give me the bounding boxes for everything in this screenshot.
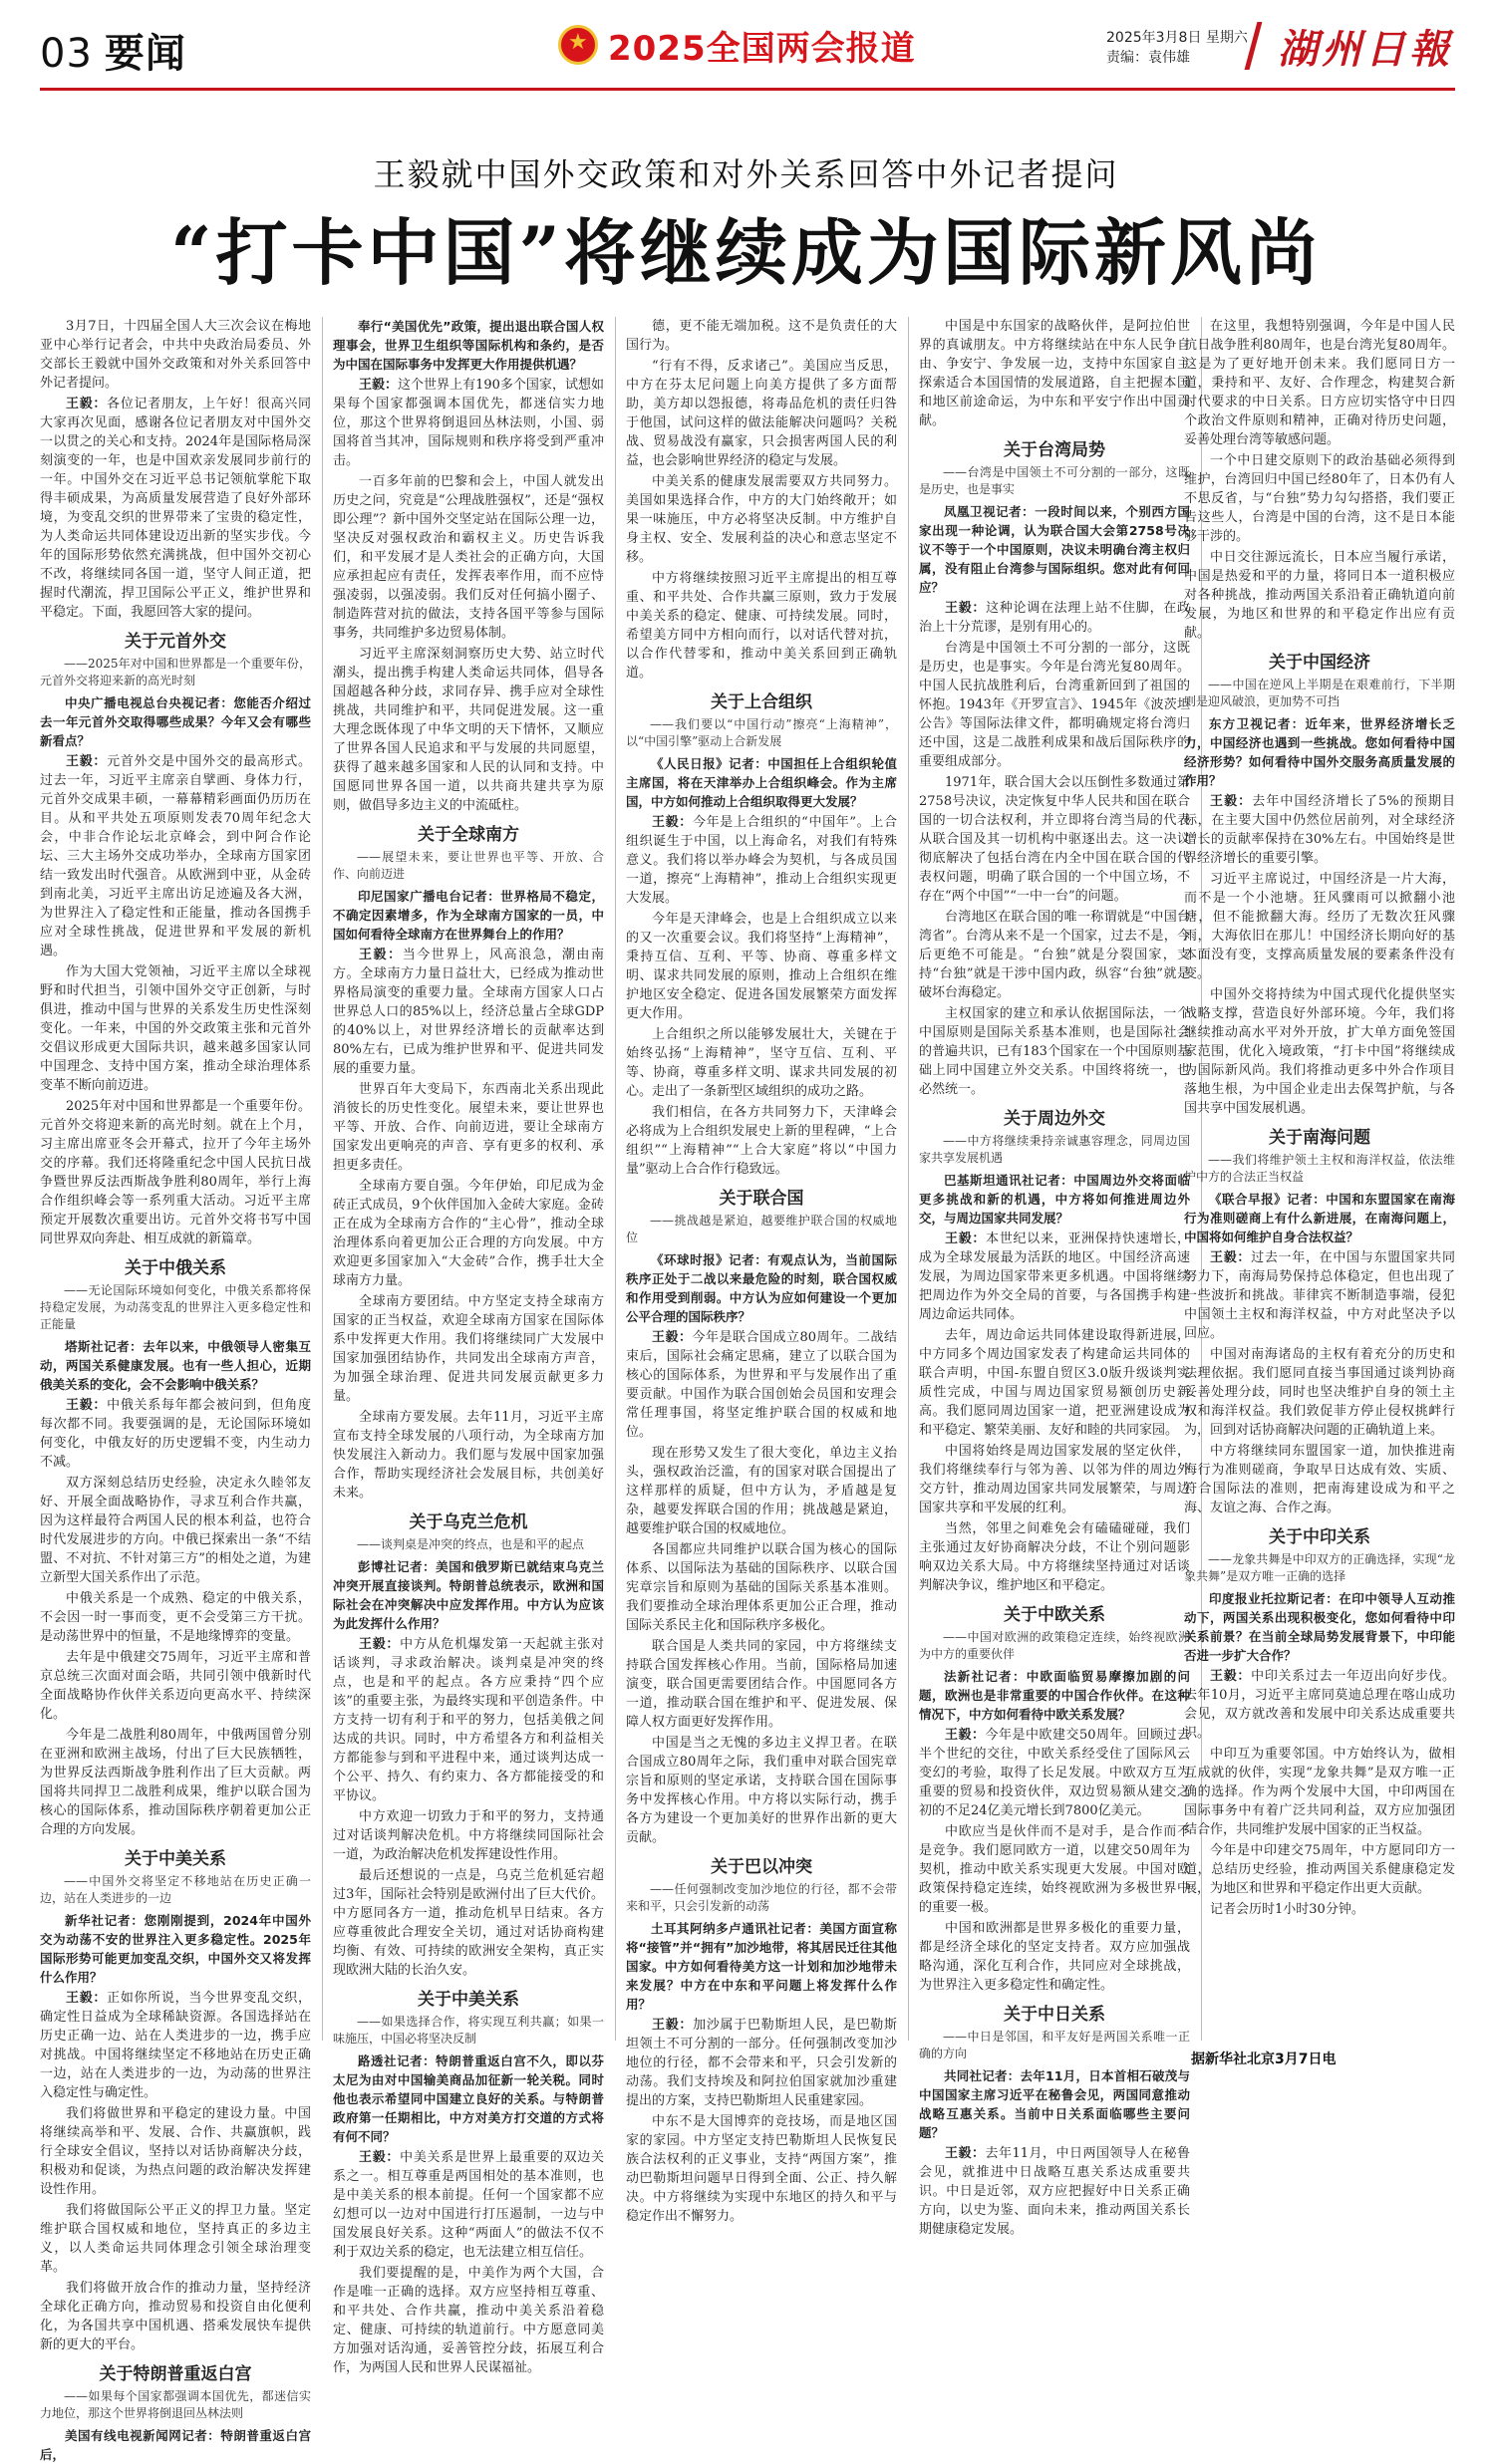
speaker-name: 王毅： [66,1991,108,2006]
section-name: 要闻 [104,31,186,77]
paragraph-text: 我们将做世界和平稳定的建设力量。中国将继续高举和平、发展、合作、共赢旗帜，践行全球安全倡议，坚持以对话协商解决分歧，积极劝和促谈，为热点问题的政治解决发挥建设性作用。 [40,2106,311,2197]
body-paragraph [1184,451,1455,546]
reporter-question: 共同社记者：去年11月，日本首相石破茂与中国国家主席习近平在秘鲁会见，两国同意推动战略互惠关系。当前中日关系面临哪些主要问题？ [919,2068,1190,2140]
body-paragraph [919,1004,1190,1099]
answer-paragraph [40,1396,311,1472]
body-paragraph [40,2279,311,2354]
section-lead: ——中日是邻国，和平友好是两国关系唯一正确的方向 [919,2030,1190,2060]
speaker-name: 王毅： [1210,1250,1252,1265]
paragraph-text: 过去一年，在中国与东盟国家共同努力下，南海局势保持总体稳定，但也出现了一些波折和挑战。菲律宾不断制造事端，侵犯中国领土主权和海洋权益，中方对此坚决予以回应。 [1184,1250,1455,1341]
page-header [0,0,1492,92]
section-lead: ——中国在逆风上半期是在艰难前行，下半期则是迎风破浪，更加势不可挡 [1184,678,1455,708]
speaker-name: 王毅： [652,815,693,830]
body-paragraph [333,1408,604,1503]
body-paragraph [333,1177,604,1290]
paragraph-text: 中国对南海诸岛的主权有着充分的历史和法理依据。我们愿同直接当事国通过谈判协商妥善处理分歧，同时也坚决维护自身的领土主权和海洋权益。我们敦促菲方停止侵权挑衅行为，回到对话协商解决问题的正确轨道上来。 [1184,1347,1455,1438]
paragraph-text: 今年是天津峰会，也是上合组织成立以来的又一次重要会议。我们将坚持“上海精神”，秉持互信、互利、平等、协商、尊重多样文明、谋求共同发展的原则，推动上合组织在维护地区安全稳定、促进各国发展繁荣方面发挥更大作用。 [626,912,897,1021]
body-paragraph [333,2264,604,2377]
section-heading: 关于全球南方 [418,825,519,845]
paragraph-text: 中国是中东国家的战略伙伴，是阿拉伯世界的真诚朋友。中方将继续站在中东人民争自由、争安宁、争发展一边，支持中东国家自主探索适合本国国情的发展道路，自主把握本国和地区前途命运，为中东和平安宁作出中国贡献。 [919,319,1190,428]
text-column-3 [626,317,897,2224]
article-subtitle: 王毅就中国外交政策和对外关系回答中外记者提问 [373,155,1119,193]
reporter-question: 《人民日报》记者：中国担任上合组织轮值主席国，将在天津举办上合组织峰会。作为主席国，中方如何推动上合组织取得更大发展？ [626,756,897,809]
paragraph-text: 元首外交是中国外交的最高形式。过去一年，习近平主席亲自擘画、身体力行，元首外交成果丰硕，一幕幕精彩画面仍历历在目。从和平共处五项原则发表70周年纪念大会，中非合作论坛北京峰会，到中阿合作论坛、三大主场外交成功举办，全球南方国家团结一致发出时代强音。从欧洲到中亚，从金砖到南北美，习近平主席出访足迹遍及各大洲，为世界注入了稳定性和正能量，推动各国携手应对全球性挑战，促进世界和平发展的新机遇。 [40,754,311,958]
paragraph-text: 这个世界上有190多个国家，试想如果每个国家都强调本国优先，都迷信实力地位，那这个世界将倒退回丛林法则，小国、弱国将首当其冲，国际规则和秩序将受到严重冲击。 [333,378,604,468]
paragraph-text: 中欧应当是伙伴而不是对手，是合作而不是竞争。我们愿同欧方一道，以建交50周年为契机，推动中欧关系实现更大发展。中国对欧政策保持稳定连续，始终视欧洲为多极世界中的重要一极。 [919,1824,1190,1915]
section-heading: 关于中欧关系 [1004,1605,1105,1625]
speaker-name: 王毅： [359,2150,401,2165]
paragraph-text: 现在形势又发生了很大变化，单边主义抬头，强权政治泛滥，有的国家对联合国提出了这样那样的质疑，但中方认为，矛盾越是复杂，越要发挥联合国的作用；挑战越是紧迫，越要维护联合国的权威地位。 [626,1446,897,1536]
paragraph-text: 全球南方要发展。去年11月，习近平主席宣布支持全球发展的八项行动，为全球南方加快发展注入新动力。我们愿与发展中国家加强合作，帮助实现经济社会发展目标，共创美好未来。 [333,1410,604,1501]
paragraph-text: 中方从危机爆发第一天起就主张对话谈判，寻求政治解决。谈判桌是冲突的终点，也是和平的起点。各方应秉持“四个应该”的重要主张，为最终实现和平创造条件。中方支持一切有利于和平的努力，包括美俄之间达成的共识。同时，中方希望各方和利益相关方都能参与到和平进程中来，通过谈判达成一个公平、持久、有约束力、各方都能接受的和平协议。 [333,1637,604,1803]
speaker-name: 王毅： [66,397,108,411]
body-paragraph [333,645,604,815]
paragraph-text: 一个中日建交原则下的政治基础必须得到维护，台湾回归中国已经80年了，日本仍有人不思反省，与“台独”势力勾勾搭搭，我们要正告这些人，台湾是中国的台湾，这不是日本能够干涉的。 [1184,453,1455,544]
paragraph-text: 世界百年大变局下，东西南北关系出现此消彼长的历史性变化。展望未来，要让世界也平等、开放、合作、向前迈进，要让全球南方国家发出更响亮的声音、享有更多的权利、承担更多责任。 [333,1082,604,1173]
paragraph-text: 1971年，联合国大会以压倒性多数通过第2758号决议，决定恢复中华人民共和国在联合国的一切合法权利，并立即将台湾当局的代表从联合国及其一切机构中驱逐出去。这一决议彻底解决了包括台湾在内全中国在联合国的代表权问题，明确了联合国的一个中国立场，不存在“两个中国”“一中一台”的问题。 [919,775,1190,904]
section-heading: 关于中俄关系 [125,1258,226,1278]
paragraph-text: 3月7日，十四届全国人大三次会议在梅地亚中心举行记者会，中共中央政治局委员、外交部长王毅就中国外交政策和对外关系回答中外记者提问。 [40,319,311,391]
body-paragraph [626,357,897,470]
page-section-label [40,22,186,79]
body-paragraph [626,569,897,683]
reporter-question: 新华社记者：您刚刚提到，2024年中国外交为动荡不安的世界注入更多稳定性。2025年国际形势可能更加变乱交织，中国外交又将发挥什么作用？ [40,1913,311,1985]
paragraph-text: 当今世界上，风高浪急，潮由南方。全球南方力量日益壮大，已经成为推动世界格局演变的重要力量。全球南方国家人口占世界总人口的85%以上，经济总量占全球GDP的40%以上，对世界经济增长的贡献率达到80%左右，已成为维护世界和平、促进共同发展的重要力量。 [333,948,604,1076]
reporter-question: 东方卫视记者：近年来，世界经济增长乏力，中国经济也遇到一些挑战。您如何看待中国经济形势？如何看待中国外交服务高质量发展的作用？ [1184,716,1455,788]
article-headline: “打卡中国”将继续成为国际新风尚 [170,210,1322,295]
paragraph-text: 中方将继续同东盟国家一道，加快推进南海行为准则磋商，争取早日达成有效、实质、符合国际法的准则，把南海建设成为和平之海、友谊之海、合作之海。 [1184,1444,1455,1515]
reporter-question: 印尼国家广播电台记者：世界格局不稳定，不确定因素增多，作为全球南方国家的一员，中国如何看待全球南方在世界舞台上的作用？ [333,889,604,942]
paragraph-text: 今年是二战胜利80周年，中俄两国曾分别在亚洲和欧洲主战场，付出了巨大民族牺牲，为世界反法西斯战争胜利作出了巨大贡献。两国将共同捍卫二战胜利成果，维护以联合国为核心的国际体系，推动国际秩序朝着更加公正合理的方向发展。 [40,1728,311,1837]
speaker-name: 王毅： [66,754,108,769]
newspaper-logo [1251,18,1460,74]
body-paragraph [1184,870,1455,983]
section-lead: ——无论国际环境如何变化，中俄关系都将保持稳定发展，为动荡变乱的世界注入更多稳定性和正能量 [40,1283,311,1331]
column-divider [322,317,323,2041]
paragraph-text: 上合组织之所以能够发展壮大，关键在于始终弘扬“上海精神”，坚守互信、互利、平等、协商，尊重多样文明、谋求共同发展的初心。走出了一条新型区域组织的成功之路。 [626,1027,897,1099]
answer-paragraph [333,946,604,1078]
body-paragraph [626,1637,897,1732]
body-paragraph [40,1097,311,1248]
body-paragraph [919,773,1190,906]
paragraph-text: 中国外交将持续为中国式现代化提供坚实战略支撑，营造良好外部环境。今年，我们将继续推动高水平对外开放，扩大单方面免签国家范围，优化入境政策，“打卡中国”将继续成为国际新风尚。我们将推动更多中外合作项目落地生根，为中国企业走出去保驾护航，与各国共享中国发展机遇。 [1184,987,1455,1116]
body-paragraph [626,1734,897,1847]
body-paragraph [626,2112,897,2226]
section-lead: ——如果每个国家都强调本国优先，都迷信实力地位，那这个世界将倒退回丛林法则 [40,2389,311,2420]
national-emblem-icon [558,25,598,65]
body-paragraph [626,1025,897,1101]
body-paragraph [1184,1841,1455,1898]
body-paragraph [919,1822,1190,1917]
paragraph-text: 今年是中印建交75周年，中方愿同印方一道，总结历史经验，推动两国关系健康稳定发展，为地区和世界和平稳定作出更大贡献。 [1184,1843,1455,1896]
paragraph-text: 2025年对中国和世界都是一个重要年份。元首外交将迎来新的高光时刻。就在上个月，习主席出席亚冬会开幕式，拉开了今年主场外交的序幕。我们还将隆重纪念中国人民抗日战争暨世界反法西斯战争胜利80周年，举行上海合作组织峰会等一系列重大活动。习近平主席预定开展数次重要出访。元首外交将书写中国同世界双向奔赴、相互成就的新篇章。 [40,1099,311,1246]
reporter-question: 凤凰卫视记者：一段时间以来，个别西方国家出现一种论调，认为联合国大会第2758号决议不等于一个中国原则，决议未明确台湾主权归属，没有阻止台湾参与国际组织。您对此有何回应？ [919,504,1190,595]
reporter-question: 彭博社记者：美国和俄罗斯已就结束乌克兰冲突开展直接谈判。特朗普总统表示，欧洲和国际社会在冲突解决中应发挥作用。中方认为应该为此发挥什么作用？ [333,1559,604,1631]
paragraph-text: 今年是联合国成立80周年。二战结束后，国际社会痛定思痛，建立了以联合国为核心的国际体系，为世界和平与发展作出了重要贡献。中国作为联合国创始会员国和安理会常任理事国，将坚定维护联合国的权威和地位。 [626,1330,897,1440]
reporter-question: 巴基斯坦通讯社记者：中国周边外交将面临更多挑战和新的机遇，中方将如何推进周边外交，与周边国家共同发展？ [919,1173,1190,1226]
paragraph-text: 台湾是中国领土不可分割的一部分，这既是历史，也是事实。今年是台湾光复80周年。中国人民抗战胜利后，台湾重新回到了祖国的怀抱。1943年《开罗宣言》、1945年《波茨坦公告》等国际法律文件，都明确规定将台湾归还中国，这是二战胜利成果和战后国际秩序的重要组成部分。 [919,641,1190,769]
paragraph-text: 各国都应共同维护以联合国为核心的国际体系、以国际法为基础的国际秩序、以联合国宪章宗旨和原则为基础的国际关系基本准则。我们要推动全球治理体系更加公正合理，推动国际关系民主化和国际秩序多极化。 [626,1542,897,1633]
body-paragraph [919,908,1190,1002]
paragraph-text: 中东不是大国博弈的竞技场，而是地区国家的家园。中方坚定支持巴勒斯坦人民恢复民族合法权利的正义事业，支持“两国方案”，推动巴勒斯坦问题早日得到全面、公正、持久解决。中方将继续为实现中东地区的持久和平与稳定作出不懈努力。 [626,2114,897,2224]
reporter-question: 法新社记者：中欧面临贸易摩擦加剧的问题，欧洲也是非常重要的中国合作伙伴。在这种情况下，中方如何看待中欧关系发展？ [919,1669,1190,1722]
body-paragraph [626,1540,897,1635]
banner-title: 2025全国两会报道 [608,28,916,69]
answer-paragraph [626,1328,897,1442]
source-credit: 据新华社北京3月7日电 [1191,2052,1337,2067]
body-paragraph [919,1519,1190,1595]
paragraph-text: 中印关系过去一年迈出向好步伐。去年10月，习近平主席同莫迪总理在喀山成功会见，双方就改善和发展中印关系达成重要共识。 [1184,1669,1455,1741]
section-heading: 关于南海问题 [1269,1128,1370,1148]
paragraph-text: 中俄关系是一个成熟、稳定的中俄关系，不会因一时一事而变，更不会受第三方干扰。是动荡世界中的恒量，不是地缘博弈的变量。 [40,1591,311,1644]
paragraph-text: 加沙属于巴勒斯坦人民，是巴勒斯坦领土不可分割的一部分。任何强制改变加沙地位的行径，都不会带来和平，只会引发新的动荡。我们支持埃及和阿拉伯国家就加沙重建提出的方案，支持巴勒斯坦人民重建家园。 [626,2018,897,2108]
section-lead: ——中方将继续秉持亲诚惠容理念，同周边国家共享发展机遇 [919,1134,1190,1165]
paragraph-text: 联合国是人类共同的家园，中方将继续支持联合国发挥核心作用。当前，国际格局加速演变，联合国更需要团结合作。中国愿同各方一道，推动联合国在维护和平、促进发展、保障人权方面更好发挥作用。 [626,1639,897,1730]
speaker-name: 王毅： [945,1728,986,1743]
paragraph-text: 中美关系的健康发展需要双方共同努力。美国如果选择合作，中方的大门始终敞开；如果一味施压，中方必将坚决反制。中方维护自身主权、安全、发展利益的决心和意志坚定不移。 [626,474,897,565]
body-paragraph [40,1474,311,1587]
reporter-question: 美国有线电视新闻网记者：特朗普重返白宫后， [40,2428,311,2462]
body-paragraph [919,317,1190,430]
newspaper-name: 湖州日報 [1278,25,1453,73]
section-heading: 关于中日关系 [1004,2005,1105,2025]
body-paragraph [333,1807,604,1864]
speaker-name: 王毅： [359,948,403,962]
answer-paragraph [919,2144,1190,2239]
section-lead: ——挑战越是紧迫，越要维护联合国的权威地位 [626,1214,897,1244]
answer-paragraph [919,1726,1190,1820]
paragraph-text: 作为大国大党领袖，习近平主席以全球视野和时代担当，引领中国外交守正创新，与时俱进，推动中国与世界的关系发生历史性深刻变化。一年来，中国的外交政策主张和元首外交倡议形成更大国际共识，越来越多国家认同中国理念、支持中国方案，推动全球治理体系变革不断向前迈进。 [40,964,311,1093]
paragraph-text: 记者会历时1小时30分钟。 [1210,1902,1364,1917]
speaker-name: 王毅： [1210,1669,1252,1684]
body-paragraph [40,317,311,393]
body-paragraph [333,1292,604,1406]
paragraph-text: 习近平主席说过，中国经济是一片大海，而不是一个小池塘。狂风骤雨可以掀翻小池塘，但不能掀翻大海。经历了无数次狂风骤雨，大海依旧在那儿！中国经济长期向好的基本面没有变，支撑高质量发展的要素条件没有变。 [1184,872,1455,981]
answer-paragraph [626,2016,897,2110]
answer-paragraph [333,1635,604,1805]
body-paragraph [1184,1345,1455,1440]
body-paragraph [1184,1442,1455,1517]
editor-credit: 责编：袁伟雄 [1106,50,1190,66]
paragraph-text: 双方深刻总结历史经验，决定永久睦邻友好、开展全面战略协作，寻求互利合作共赢，因为这样最符合两国人民的根本利益，也符合时代发展进步的方向。中俄已探索出一条“不结盟、不对抗、不针对第三方”的相处之道，为建立新型大国关系作出了示范。 [40,1476,311,1585]
body-paragraph [333,1866,604,1980]
body-paragraph [919,639,1190,771]
body-paragraph [40,1589,311,1646]
reporter-question: 《联合早报》记者：中国和东盟国家在南海行为准则磋商上有什么新进展，在南海问题上，中国将如何维护自身合法权益？ [1184,1192,1455,1244]
body-paragraph [1184,317,1455,449]
section-lead: ——我们将维护领土主权和海洋权益，依法维护中方的合法正当权益 [1184,1153,1455,1184]
section-lead: ——谈判桌是冲突的终点，也是和平的起点 [357,1537,585,1551]
paragraph-text: 全球南方要团结。中方坚定支持全球南方国家的正当权益，欢迎全球南方国家在国际体系中发挥更大作用。我们将继续同广大发展中国家加强团结协作，共同发出全球南方声音，为加强全球治理、促进共同发展贡献更多力量。 [333,1294,604,1404]
section-heading: 关于周边外交 [1004,1109,1105,1129]
paragraph-text: 中方将继续按照习近平主席提出的相互尊重、和平共处、合作共赢三原则，致力于发展中美关系的稳定、健康、可持续发展。同时，希望美方同中方相向而行，以对话代替对抗，以合作代替零和，推动中美关系回到正确轨道。 [626,571,897,681]
paragraph-text: 在这里，我想特别强调，今年是中国人民抗日战争胜利80周年，也是台湾光复80周年。这是为了更好地开创未来。我们愿同日方一道，秉持和平、友好、合作理念，构建契合新时代要求的中日关系。日方应切实恪守中日四个政治文件原则和精神，正确对待历史问题，妥善处理台湾等敏感问题。 [1184,319,1455,447]
text-column-1 [40,317,311,2462]
section-heading: 关于特朗普重返白宫 [99,2364,252,2384]
speaker-name: 王毅： [652,2018,694,2033]
answer-paragraph [40,1989,311,2102]
logo-mark-icon [1245,22,1275,70]
body-paragraph [919,1442,1190,1517]
paragraph-text: 当然，邻里之间难免会有磕磕碰碰，我们主张通过友好协商解决分歧，不让个别问题影响双边关系大局。中方将继续坚持通过对话谈判解决争议，维护地区和平稳定。 [919,1521,1190,1593]
paragraph-text: 台湾地区在联合国的唯一称谓就是“中国台湾省”。台湾从来不是一个国家，过去不是，今后更绝不可能是。“台独”就是分裂国家，支持“台独”就是干涉中国内政，纵容“台独”就是破坏台海稳定。 [919,910,1190,1000]
page-number: 03 [40,31,93,77]
body-paragraph [333,1080,604,1175]
reporter-question: 印度报业托拉斯记者：在印中领导人互动推动下，两国关系出现积极变化，您如何看待中印关系前景？在当前全球局势发展背景下，中印能否进一步扩大合作？ [1184,1591,1455,1663]
body-paragraph [40,2201,311,2277]
section-lead: ——如果选择合作，将实现互利共赢；如果一味施压，中国必将坚决反制 [333,2015,604,2046]
paragraph-text: 我们要提醒的是，中美作为两个大国，合作是唯一正确的选择。双方应坚持相互尊重、和平共处、合作共赢，推动中美关系沿着稳定、健康、可持续的轨道前行。中方愿意同美方加强对话沟通，妥善管控分歧，拓展互利合作，为两国人民和世界人民谋福祉。 [333,2266,604,2375]
paragraph-text: 中国是当之无愧的多边主义捍卫者。在联合国成立80周年之际，我们重申对联合国宪章宗旨和原则的坚定承诺，支持联合国在国际事务中发挥核心作用。中方将以实际行动，携手各方为建设一个更加美好的世界作出新的更大贡献。 [626,1736,897,1845]
paragraph-text: 我们相信，在各方共同努力下，天津峰会必将成为上合组织发展史上新的里程碑，“上合组织”“上海精神”“上合大家庭”将以“中国力量”驱动上合合作行稳致远。 [626,1105,897,1177]
body-paragraph [626,472,897,567]
paragraph-text: 去年11月，中日两国领导人在秘鲁会见，就推进中日战略互惠关系达成重要共识。中日是近邻，双方应把握好中日关系正确方向，以史为鉴、面向未来，推动两国关系长期健康稳定发展。 [919,2146,1190,2237]
body-paragraph [333,472,604,643]
answer-paragraph [40,395,311,622]
paragraph-text: 正如你所说，当今世界变乱交织，确定性日益成为全球稀缺资源。各国选择站在历史正确一边、站在人类进步的一边，携手应对挑战。中国将继续坚定不移地站在历史正确一边，站在人类进步的一边，为动荡的世界注入稳定性与确定性。 [40,1991,311,2100]
section-heading: 关于元首外交 [125,632,226,652]
issue-info [1106,28,1248,68]
section-lead: ——任何强制改变加沙地位的行径，都不会带来和平，只会引发新的动荡 [626,1882,897,1913]
paragraph-text: 中国和欧洲都是世界多极化的重要力量，都是经济全球化的坚定支持者。双方应加强战略沟通，深化互利合作，共同应对全球挑战，为世界注入更多稳定性和确定性。 [919,1921,1190,1993]
text-column-5 [1184,317,1455,2041]
column-divider [615,317,616,2041]
section-heading: 关于中印关系 [1269,1527,1370,1547]
section-lead: ——我们要以“中国行动”擦亮“上海精神”，以“中国引擎”驱动上合新发展 [626,717,897,748]
paragraph-text: 全球南方要自强。今年伊始，印尼成为金砖正式成员，9个伙伴国加入金砖大家庭。金砖正在成为全球南方合作的“主心骨”，推动全球治理体系向着更加公正合理的方向发展。中方欢迎更多国家加入“大金砖”合作，携手壮大全球南方力量。 [333,1179,604,1288]
paragraph-text: 去年是中俄建交75周年，习近平主席和普京总统三次面对面会晤，共同引领中俄新时代全面战略协作伙伴关系迈向更高水平、持续深化。 [40,1650,311,1722]
answer-paragraph [1184,1667,1455,1743]
body-paragraph [626,317,897,355]
answer-paragraph [40,752,311,960]
paragraph-text: 最后还想说的一点是，乌克兰危机延宕超过3年，国际社会特别是欧洲付出了巨大代价。中方愿同各方一道，推动危机早日结束。各方应尊重彼此合理安全关切，通过对话协商构建均衡、有效、可持续的欧洲安全架构，真正实现欧洲大陆的长治久安。 [333,1868,604,1978]
paragraph-text: 我们将做开放合作的推动力量，坚持经济全球化正确方向，推动贸易和投资自由化便利化，为各国共享中国机遇、搭乘发展快车提供新的更大的平台。 [40,2281,311,2352]
body-paragraph [919,1919,1190,1995]
special-report-banner [558,22,916,68]
paragraph-text: 去年，周边命运共同体建设取得新进展，中方同多个周边国家发表了构建命运共同体的联合声明，中国-东盟自贸区3.0版升级谈判实质性完成，中国与周边国家贸易额创历史新高。我们愿同周边国家一道，把亚洲建设成为和平稳定、繁荣美丽、友好和睦的共同家园。 [919,1328,1190,1438]
body-paragraph [40,962,311,1095]
paragraph-text: 今年是上合组织的“中国年”。上合组织诞生于中国，以上海命名，对我们有特殊意义。我们将以举办峰会为契机，与各成员国一道，擦亮“上海精神”，推动上合组织实现更大发展。 [626,815,897,906]
section-lead: ——中国对欧洲的政策稳定连续，始终视欧洲为中方的重要伙伴 [919,1630,1190,1661]
answer-paragraph [1184,792,1455,868]
answer-paragraph [333,376,604,470]
text-column-2 [333,317,604,2375]
section-heading: 关于中美关系 [125,1849,226,1869]
body-paragraph [626,910,897,1023]
section-lead: ——台湾是中国领土不可分割的一部分，这既是历史，也是事实 [919,465,1190,496]
paragraph-text: 各位记者朋友，上午好！很高兴同大家再次见面，感谢各位记者朋友对中国外交一以贯之的关心和支持。2024年是国际格局深刻演变的一年，也是中国欢亲发展同步前行的一年。中国外交在习近平总书记领航掌舵下取得丰硕成果，为高质量发展营造了良好外部环境，为变乱交织的世界带来了宝贵的稳定性，为人类命运共同体建设迈出新的坚实步伐。今年的国际形势依然充满挑战，但中国外交初心不改，将继续同各国一道，坚守人间正道，把握时代潮流，捍卫国际公平正义，维护世界和平稳定。下面，我愿回答大家的提问。 [40,397,311,620]
body-paragraph [626,1103,897,1179]
reporter-question: 塔斯社记者：去年以来，中俄领导人密集互动，两国关系健康发展。也有一些人担心，近期俄美关系的变化，会不会影响中俄关系？ [40,1339,311,1392]
answer-paragraph [1184,1248,1455,1343]
section-heading: 关于乌克兰危机 [409,1512,528,1532]
paragraph-text: 主权国家的建立和承认依据国际法，一个中国原则是国际关系基本准则，也是国际社会的普遍共识，已有183个国家在一个中国原则基础上同中国建立外交关系。中国终将统一，也必然统一。 [919,1006,1190,1097]
text-column-4 [919,317,1190,2237]
body-paragraph [1184,1900,1455,1919]
paragraph-text: 去年中国经济增长了5%的预期目标，在主要大国中仍然位居前列，对全球经济增长的贡献率保持在30%左右。中国始终是世界经济增长的重要引擎。 [1184,794,1455,866]
paragraph-text: 中俄关系每年都会被问到，但角度每次都不同。我要强调的是，无论国际环境如何变化，中俄友好的历史逻辑不变，内生动力不减。 [40,1398,311,1470]
paragraph-text: 我们将做国际公平正义的捍卫力量。坚定维护联合国权威和地位，坚持真正的多边主义，以人类命运共同体理念引领全球治理变革。 [40,2203,311,2275]
body-paragraph [1184,1745,1455,1839]
speaker-name: 王毅： [359,378,399,393]
paragraph-text: 习近平主席深刻洞察历史大势、站立时代潮头，提出携手构建人类命运共同体，倡导各国超越各种分歧，求同存异、携手应对全球性挑战，共同维护和平，共同促进发展。这一重大理念既体现了中华文明的天下情怀，又顺应了世界各国人民追求和平与发展的共同愿望，获得了越来越多国家和人民的认同和支持。中国愿同世界各国一道，以共商共建共享为原则，做倡导多边主义的中流砥柱。 [333,647,604,813]
section-heading: 关于联合国 [719,1189,804,1209]
body-paragraph [919,1326,1190,1440]
reporter-question: 土耳其阿纳多卢通讯社记者：美国方面宣称将“接管”并“拥有”加沙地带，将其居民迁往其他国家。中方如何看待美方这一计划和加沙地带未来发展？中方在中东和平问题上将发挥什么作用？ [626,1921,897,2012]
answer-paragraph [919,599,1190,637]
speaker-name: 王毅： [66,1398,108,1413]
speaker-name: 王毅： [359,1637,401,1652]
issue-date: 2025年3月8日 星期六 [1106,30,1248,46]
reporter-question: 中央广播电视总台央视记者：您能否介绍过去一年元首外交取得哪些成果？今年又会有哪些新看点？ [40,695,311,748]
paragraph-text: 中日交往源远流长，日本应当履行承诺，中国是热爱和平的力量，将同日本一道积极应对各种挑战，推动两国关系沿着正确轨道向前发展，为地区和世界的和平稳定作出应有贡献。 [1184,550,1455,641]
header-divider [40,88,1455,91]
section-heading: 关于中国经济 [1269,653,1370,673]
answer-paragraph [626,813,897,908]
paragraph-text: 中美关系是世界上最重要的双边关系之一。相互尊重是两国相处的基本准则，也是中美关系的根本前提。任何一个国家都不应幻想可以一边对中国进行打压遏制，一边与中国发展良好关系。这种“两面人”的做法不仅不利于双边关系的稳定，也无法建立相互信任。 [333,2150,604,2260]
paragraph-text: 今年是中欧建交50周年。回顾过去半个世纪的交往，中欧关系经受住了国际风云变幻的考验，取得了长足发展。中欧双方互为重要的贸易和投资伙伴，双边贸易额从建交之初的不足24亿美元增长到7800亿美元。 [919,1728,1190,1818]
speaker-name: 王毅： [1210,794,1253,809]
section-heading: 关于巴以冲突 [711,1857,812,1877]
reporter-question: 奉行“美国优先”政策，提出退出联合国人权理事会，世界卫生组织等国际机构和条约，是否为中国在国际事务中发挥更大作用提供机遇？ [333,319,604,372]
section-lead: ——中国外交将坚定不移地站在历史正确一边，站在人类进步的一边 [40,1874,311,1905]
body-paragraph [1184,548,1455,643]
section-lead: ——龙象共舞是中印双方的正确选择，实现“龙象共舞”是双方唯一正确的选择 [1184,1552,1455,1583]
paragraph-text: “行有不得，反求诸己”。美国应当反思，中方在芬太尼问题上向美方提供了多方面帮助，美方却以怨报德，将毒品危机的责任归咎于他国，试问这样的做法能解决问题吗？关税战、贸易战没有赢家，只会损害两国人民的利益，也会影响世界经济的稳定与发展。 [626,359,897,468]
paragraph-text: 中方欢迎一切致力于和平的努力，支持通过对话谈判解决危机。中方将继续同国际社会一道，为政治解决危机发挥建设性作用。 [333,1809,604,1862]
reporter-question: 《环球时报》记者：有观点认为，当前国际秩序正处于二战以来最危险的时刻，联合国权威和作用受到削弱。中方认为应如何建设一个更加公平合理的国际秩序？ [626,1252,897,1324]
section-lead: ——2025年对中国和世界都是一个重要年份，元首外交将迎来新的高光时刻 [40,657,311,687]
answer-paragraph [919,1230,1190,1324]
paragraph-text: 这种论调在法理上站不住脚，在政治上十分荒谬，是别有用心的。 [919,601,1190,635]
column-divider [908,317,909,2041]
speaker-name: 王毅： [945,601,987,616]
answer-paragraph [333,2148,604,2262]
paragraph-text: 本世纪以来，亚洲保持快速增长，成为全球发展最为活跃的地区。中国经济高速发展，为周边国家带来更多机遇。中国将继续把周边作为外交全局的首要，与各国携手构建周边命运共同体。 [919,1232,1190,1322]
section-lead: ——展望未来，要让世界也平等、开放、合作、向前迈进 [333,850,604,881]
paragraph-text: 一百多年前的巴黎和会上，中国人就发出历史之问，究竟是“公理战胜强权”，还是“强权即公理”？新中国外交坚定站在国际公理一边，坚决反对强权政治和霸权主义。历史告诉我们，和平发展才是人类社会的正确方向，大国应承担起应有责任，发挥表率作用，而不应恃强凌弱，以强凌弱。我们反对任何搞小圈子、制造阵营对抗的做法，支持各国平等参与国际事务，共同维护多边贸易体制。 [333,474,604,641]
body-paragraph [40,2104,311,2199]
reporter-question: 路透社记者：特朗普重返白宫不久，即以芬太尼为由对中国输美商品加征新一轮关税。同时他也表示希望同中国建立良好的关系。与特朗普政府第一任期相比，中方对美方打交道的方式将有何不同？ [333,2053,604,2144]
paragraph-text: 中印互为重要邻国。中方始终认为，做相互成就的伙伴，实现“龙象共舞”是双方唯一正确的选择。作为两个发展中大国，中印两国在国际事务中有着广泛共同利益，双方应加强团结合作，共同维护发展中国家的正当权益。 [1184,1747,1455,1837]
speaker-name: 王毅： [945,1232,987,1246]
paragraph-text: 中国将始终是周边国家发展的坚定伙伴，我们将继续奉行与邻为善、以邻为伴的周边外交方针，推动周边国家共同发展繁荣，与周边国家共享和平发展的红利。 [919,1444,1190,1515]
section-heading: 关于台湾局势 [1004,440,1105,460]
speaker-name: 王毅： [945,2146,986,2161]
section-heading: 关于中美关系 [418,1990,519,2010]
section-heading: 关于上合组织 [711,692,812,712]
speaker-name: 王毅： [652,1330,693,1345]
paragraph-text: 德，更不能无端加税。这不是负责任的大国行为。 [626,319,897,353]
body-paragraph [626,1444,897,1538]
body-paragraph [1184,985,1455,1118]
body-paragraph [40,1648,311,1724]
body-paragraph [40,1726,311,1839]
